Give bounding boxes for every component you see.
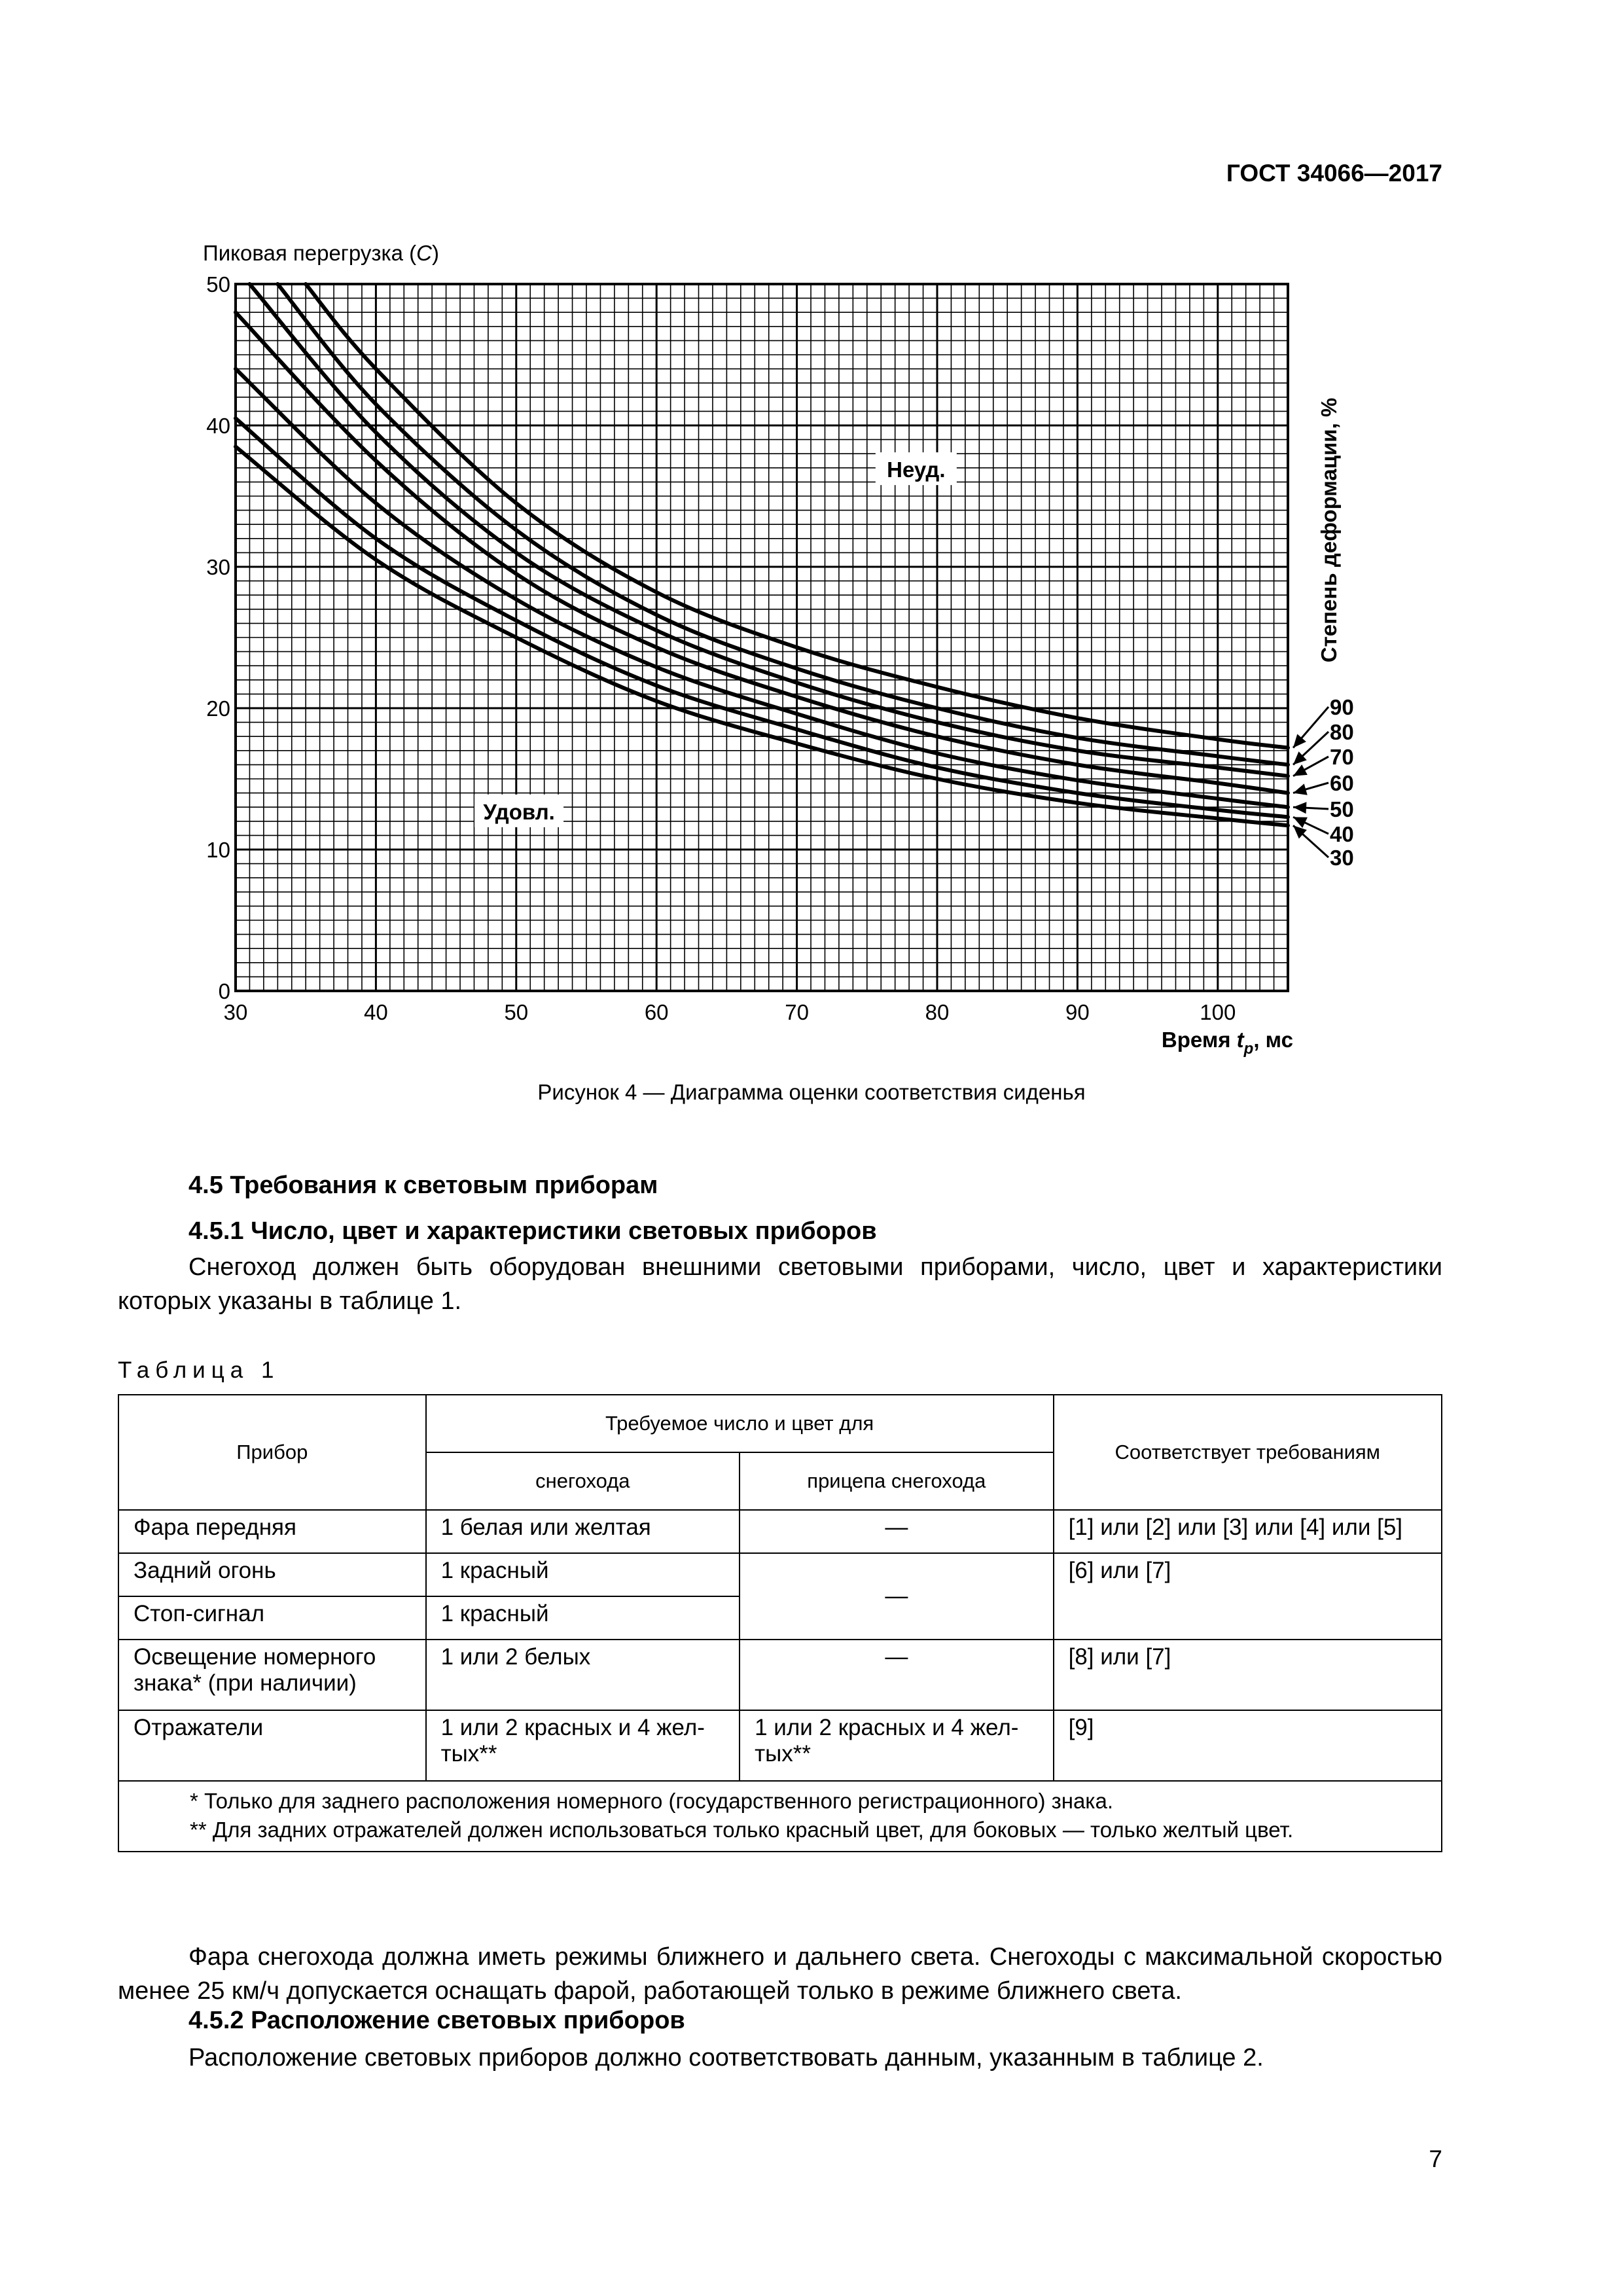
cell-complies: [6] или [7] <box>1054 1553 1442 1640</box>
table-row <box>118 1640 1442 1710</box>
lights-table <box>118 1394 1442 1852</box>
series-label-70: 70 <box>1330 745 1354 769</box>
x-tick-label: 70 <box>785 1000 809 1024</box>
table-notes <box>118 1781 1442 1852</box>
annotation-good: Удовл. <box>483 799 555 824</box>
paragraph-lights-placement: Расположение световых приборов должно соответствовать данным, указанным в таблице 2. <box>188 2044 1264 2072</box>
table-row <box>118 1510 1442 1553</box>
series-label-80: 80 <box>1330 720 1354 744</box>
y-tick-label: 10 <box>206 838 230 862</box>
y-tick-label: 0 <box>218 979 230 1003</box>
table-caption: Таблица 1 <box>118 1357 280 1383</box>
x-tick-label: 30 <box>223 1000 248 1024</box>
cell-device: Отражатели <box>118 1710 426 1781</box>
y-tick-label: 30 <box>206 555 230 579</box>
arrow-head-50 <box>1293 802 1306 814</box>
section-4-5-2-heading: 4.5.2 Расположение световых приборов <box>188 2007 685 2034</box>
x-tick-label: 90 <box>1065 1000 1090 1024</box>
header-snowmobile: снегохода <box>426 1452 740 1510</box>
series-label-90: 90 <box>1330 695 1354 719</box>
x-tick-label: 50 <box>504 1000 529 1024</box>
cell-snowmobile: 1 или 2 белых <box>426 1640 740 1710</box>
chart-curves <box>236 284 1329 857</box>
section-4-5-heading: 4.5 Требования к световым приборам <box>188 1172 658 1199</box>
header-device: Прибор <box>118 1395 426 1510</box>
cell-snowmobile: 1 белая или желтая <box>426 1510 740 1553</box>
cell-complies: [8] или [7] <box>1054 1640 1442 1710</box>
cell-device: Фара передняя <box>118 1510 426 1553</box>
series-label-50: 50 <box>1330 797 1354 821</box>
cell-complies: [1] или [2] или [3] или [4] или [5] <box>1054 1510 1442 1553</box>
cell-trailer: 1 или 2 красных и 4 жел-тых** <box>740 1710 1053 1781</box>
paragraph-headlight-modes: Фара снегохода должна иметь режимы ближнего и дальнего света. Снегоходы с максимальной скоростью менее 25 км/ч допускается оснащать фарой, работающей только в режиме ближнего света. <box>118 1943 1442 2005</box>
table-note-1: * Только для заднего расположения номерного (государственного регистрационного) знака. <box>190 1789 1113 1813</box>
header-trailer: прицепа снегохода <box>740 1452 1053 1510</box>
x-tick-label: 40 <box>364 1000 388 1024</box>
header-complies: Соответствует требованиям <box>1054 1395 1442 1510</box>
right-axis-label: Степень деформации, % <box>1317 397 1341 663</box>
x-tick-label: 80 <box>925 1000 950 1024</box>
series-label-30: 30 <box>1330 846 1354 870</box>
cell-snowmobile: 1 или 2 красных и 4 жел-тых** <box>426 1710 740 1781</box>
document-id: ГОСТ 34066—2017 <box>1226 160 1442 187</box>
cell-snowmobile: 1 красный <box>426 1596 740 1640</box>
table-row <box>118 1710 1442 1781</box>
annotation-bad: Неуд. <box>887 457 946 482</box>
table-row <box>118 1553 1442 1596</box>
curve-50 <box>236 369 1288 808</box>
x-axis-label: Время $t_p$, мс <box>1161 1028 1293 1058</box>
y-tick-label: 50 <box>206 272 230 296</box>
cell-snowmobile: 1 красный <box>426 1553 740 1596</box>
cell-trailer: — <box>740 1553 1053 1640</box>
section-4-5-1-heading: 4.5.1 Число, цвет и характеристики световых приборов <box>188 1217 877 1245</box>
cell-device: Стоп-сигнал <box>118 1596 426 1640</box>
seat-evaluation-chart <box>0 0 1623 1073</box>
y-tick-label: 40 <box>206 414 230 438</box>
table-note-2: ** Для задних отражателей должен использоваться только красный цвет, для боковых — только желтый цвет. <box>190 1818 1294 1842</box>
series-label-60: 60 <box>1330 771 1354 795</box>
x-tick-label: 60 <box>644 1000 669 1024</box>
y-axis-label: Пиковая перегрузка (C) <box>203 241 439 265</box>
cell-device: Освещение номерного знака* (при наличии) <box>118 1640 426 1710</box>
cell-trailer: — <box>740 1510 1053 1553</box>
header-required: Требуемое число и цвет для <box>426 1395 1054 1452</box>
cell-complies: [9] <box>1054 1710 1442 1781</box>
page-number: 7 <box>1429 2145 1442 2172</box>
cell-trailer: — <box>740 1640 1053 1710</box>
figure-caption: Рисунок 4 — Диаграмма оценки соответствия сиденья <box>537 1080 1086 1104</box>
cell-device: Задний огонь <box>118 1553 426 1596</box>
series-label-40: 40 <box>1330 822 1354 846</box>
x-tick-label: 100 <box>1200 1000 1236 1024</box>
y-tick-label: 20 <box>206 696 230 721</box>
paragraph-lights-requirement: Снегоход должен быть оборудован внешними световыми приборами, число, цвет и характеристики которых указаны в таблице 1. <box>118 1253 1442 1315</box>
